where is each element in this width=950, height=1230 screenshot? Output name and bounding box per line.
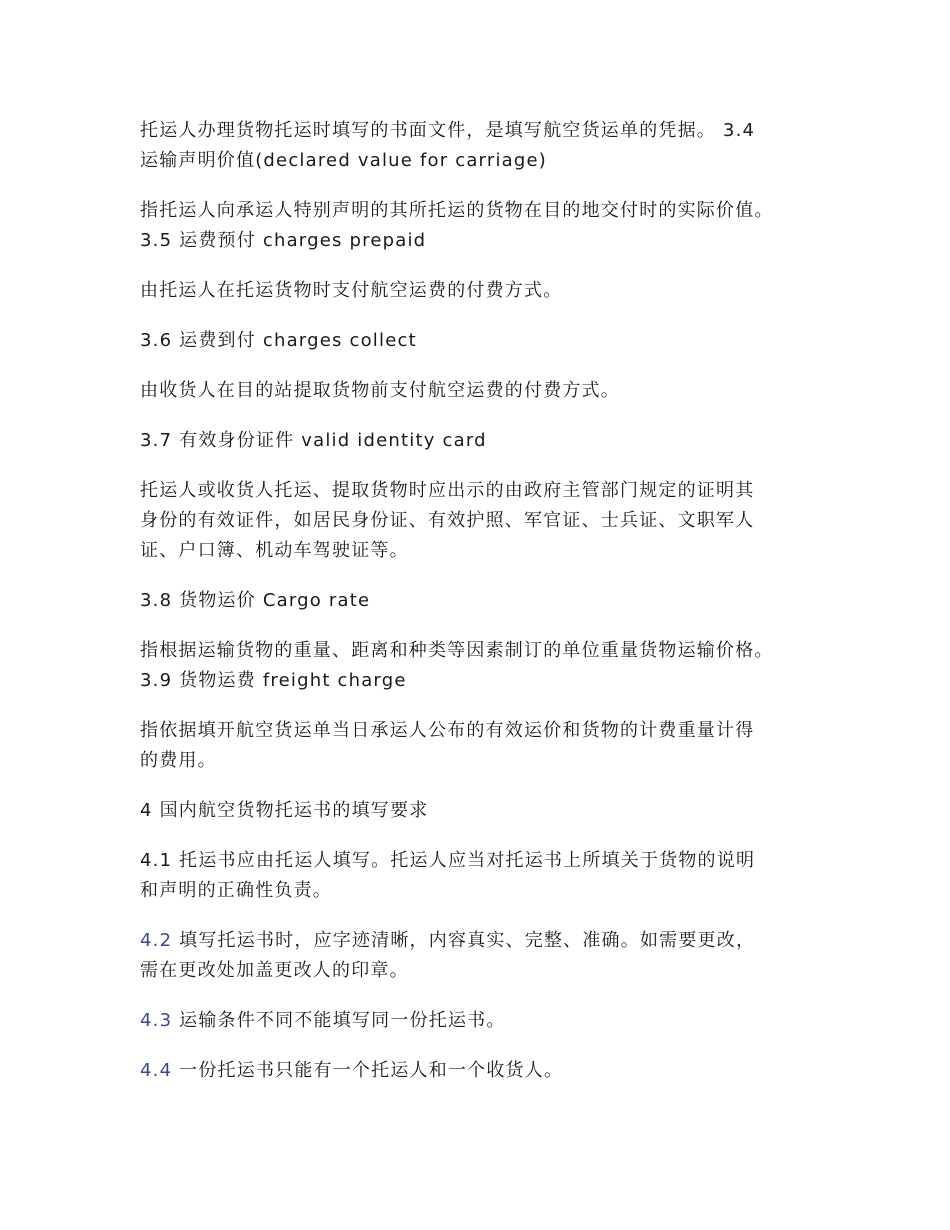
text-line: 和声明的正确性负责。 (140, 880, 332, 901)
paragraph-prepaid-definition (140, 276, 830, 306)
text-line: 3.7 有效身份证件 valid identity card (140, 430, 487, 451)
text-line: 由托运人在托运货物时支付航空运费的付费方式。 (140, 280, 563, 301)
clause-text: 一份托运书只能有一个托运人和一个收货人。 (172, 1060, 564, 1081)
text-line (140, 926, 830, 956)
text-line: 3.6 运费到付 charges collect (140, 330, 417, 351)
clause-number: 4.2 (140, 930, 173, 951)
text-line: 指托运人向承运人特别声明的其所托运的货物在目的地交付时的实际价值。 (140, 200, 774, 221)
clause-4-2 (140, 926, 830, 986)
paragraph-cargo-rate-definition (140, 636, 830, 696)
clause-text: 填写托运书时，应字迹清晰，内容真实、完整、准确。如需要更改， (172, 930, 756, 951)
text-line (140, 1056, 830, 1086)
clause-number: 4.4 (140, 1060, 173, 1081)
clause-4-4 (140, 1056, 830, 1086)
text-line: 3.9 货物运费 freight charge (140, 670, 407, 691)
text-line: 指根据运输货物的重量、距离和种类等因素制订的单位重量货物运输价格。 (140, 640, 774, 661)
text-line: 3.8 货物运价 Cargo rate (140, 590, 371, 611)
clause-4-3 (140, 1006, 830, 1036)
text-line: 指依据填开航空货运单当日承运人公布的有效运价和货物的计费重量计得 (140, 720, 755, 741)
heading-charges-collect (140, 326, 830, 356)
text-line: 证、户口簿、机动车驾驶证等。 (140, 540, 409, 561)
text-line: 运输声明价值(declared value for carriage) (140, 150, 548, 171)
paragraph-awb-basis (140, 116, 830, 176)
text-line: 4.1 托运书应由托运人填写。托运人应当对托运书上所填关于货物的说明 (140, 850, 756, 871)
document-page (140, 116, 830, 1106)
section-heading-4 (140, 796, 830, 826)
paragraph-declared-value (140, 196, 830, 256)
text-line: 由收货人在目的站提取货物前支付航空运费的付费方式。 (140, 380, 620, 401)
clause-number: 4.3 (140, 1010, 173, 1031)
text-line: 身份的有效证件，如居民身份证、有效护照、军官证、士兵证、文职军人 (140, 510, 755, 531)
text-line: 托运人或收货人托运、提取货物时应出示的由政府主管部门规定的证明其 (140, 480, 755, 501)
clause-4-1 (140, 846, 830, 906)
heading-valid-identity-card (140, 426, 830, 456)
paragraph-freight-charge-definition (140, 716, 830, 776)
clause-text: 运输条件不同不能填写同一份托运书。 (172, 1010, 506, 1031)
paragraph-identity-definition (140, 476, 830, 566)
heading-cargo-rate (140, 586, 830, 616)
text-line: 托运人办理货物托运时填写的书面文件，是填写航空货运单的凭据。 3.4 (140, 120, 756, 141)
text-line: 4 国内航空货物托运书的填写要求 (140, 800, 429, 821)
paragraph-collect-definition (140, 376, 830, 406)
text-line (140, 1006, 830, 1036)
text-line: 3.5 运费预付 charges prepaid (140, 230, 427, 251)
text-line: 的费用。 (140, 750, 217, 771)
text-line: 需在更改处加盖更改人的印章。 (140, 960, 409, 981)
